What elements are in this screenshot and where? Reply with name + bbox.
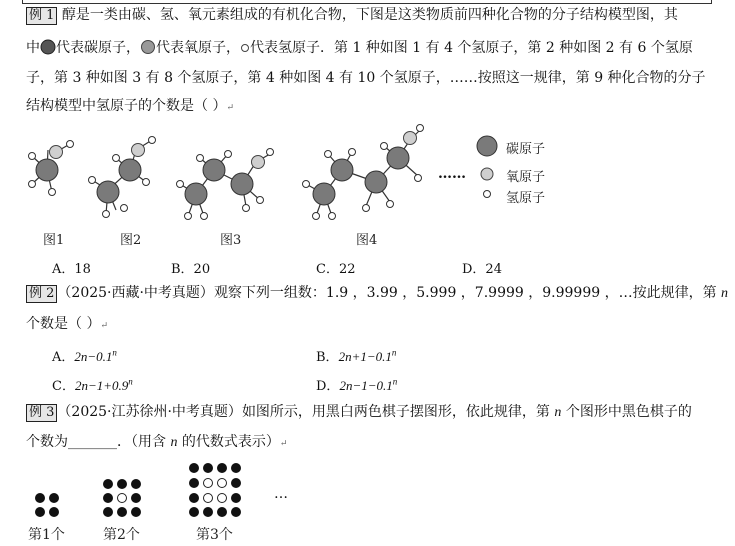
- fig-label-3: 图3: [220, 233, 242, 248]
- example1-option-d[interactable]: D．24: [462, 262, 502, 277]
- option-d-label: D．: [316, 379, 340, 394]
- example1-text4: 结构模型中氢原子的个数是（ ）: [26, 98, 227, 114]
- example2-n: n: [721, 286, 729, 301]
- example3-source: （2025·江苏徐州·中考真题）: [57, 404, 242, 420]
- example2-text2: 个数是（ ）: [26, 316, 101, 332]
- hydrogen-atom-icon: [240, 39, 250, 55]
- fig2-atoms: [89, 137, 156, 218]
- option-b-expr: 2n+1−0.1: [338, 349, 392, 364]
- stone-ellipsis: …: [274, 486, 288, 502]
- fig-label-4: 图4: [356, 233, 378, 248]
- legend-hydrogen: 氢原子: [506, 191, 546, 206]
- example1-text2-prefix: 中: [26, 40, 40, 56]
- example1-text1: 醇是一类由碳、氢、氧元素组成的有机化合物，下图是这类物质前四种化合物的分子结构模型图，其: [61, 7, 678, 23]
- option-a-exp: n: [112, 347, 117, 358]
- stone-label-1: 第1个: [28, 527, 65, 543]
- example3-text2a: 个数为_______．（用含: [26, 434, 166, 450]
- example3-line2: 个数为_______．（用含 n 的代数式表示）↵: [26, 434, 288, 450]
- example3-text1b: 个图形中黑色棋子的: [565, 404, 692, 420]
- example2-line1: [26, 285, 728, 303]
- option-d-expr: 2n−1−0.1: [339, 378, 393, 393]
- example2-source: （2025·西藏·中考真题）: [57, 285, 214, 301]
- option-d-exp: n: [392, 376, 398, 387]
- example1-text2-c: 代表碳原子，: [56, 40, 140, 56]
- example1-option-c[interactable]: C．22: [316, 262, 356, 277]
- example3-tag: 例 3: [26, 404, 57, 422]
- example3-text1a: 如图所示，用黑白两色棋子摆图形，依此规律，第: [241, 404, 550, 420]
- example2-line2: 个数是（ ）↵: [26, 316, 108, 332]
- option-c-expr: 2n−1+0.9: [74, 378, 129, 393]
- example1-line2: [26, 39, 693, 56]
- stone-figure-2: [103, 479, 141, 517]
- carbon-atom-icon: [40, 39, 56, 55]
- example2-option-b[interactable]: [316, 346, 396, 365]
- example1-line4: 结构模型中氢原子的个数是（ ）↵: [26, 98, 234, 114]
- option-b-label: B．: [316, 350, 339, 365]
- example2-option-d[interactable]: [316, 375, 397, 394]
- option-b-exp: n: [391, 347, 397, 358]
- fig-label-1: 图1: [43, 233, 65, 248]
- example1-text2-h: 代表氢原子．第 1 种如图 1 有 4 个氢原子，第 2 种如图 2 有 6 个氢原: [250, 40, 693, 56]
- example3-n: n: [554, 405, 562, 420]
- figure-ellipsis: ……: [438, 166, 466, 182]
- stone-figure-3: [189, 463, 241, 517]
- example1-line1: [26, 7, 678, 25]
- stone-label-2: 第2个: [103, 527, 140, 543]
- fig-label-2: 图2: [120, 233, 142, 248]
- example2-text1: 观察下列一组数：1.9 ，3.99 ，5.999 ，7.9999 ，9.99999 ，…按此规律，第: [213, 285, 717, 301]
- example1-option-b[interactable]: B．20: [171, 262, 211, 277]
- example1-text2-o: 代表氧原子，: [156, 40, 240, 56]
- legend-carbon: 碳原子: [506, 142, 546, 157]
- molecule-figures: [20, 120, 560, 250]
- example3-n2: n: [170, 435, 178, 450]
- stone-figure-1: [35, 493, 59, 517]
- option-c-label: C．: [52, 379, 75, 394]
- legend-oxygen: 氧原子: [506, 170, 546, 185]
- stone-label-3: 第3个: [196, 527, 233, 543]
- example3-text2b: 的代数式表示）: [181, 434, 280, 450]
- option-c-exp: n: [128, 376, 133, 387]
- example2-tag: 例 2: [26, 285, 57, 303]
- example1-line3: 子，第 3 种如图 3 有 8 个氢原子，第 4 种如图 4 有 10 个氢原子，……按照这一规律，第 9 种化合物的分子: [26, 70, 706, 86]
- fig4-atoms: [303, 125, 424, 220]
- oxygen-atom-icon: [140, 39, 156, 55]
- top-border: [22, 0, 712, 4]
- example2-option-c[interactable]: [52, 375, 133, 394]
- example1-tag: 例 1: [26, 7, 57, 25]
- option-a-label: A．: [52, 350, 75, 365]
- option-a-expr: 2n−0.1: [74, 349, 113, 364]
- example1-option-a[interactable]: A．18: [52, 262, 91, 277]
- example3-line1: [26, 404, 692, 422]
- example2-option-a[interactable]: [52, 346, 117, 365]
